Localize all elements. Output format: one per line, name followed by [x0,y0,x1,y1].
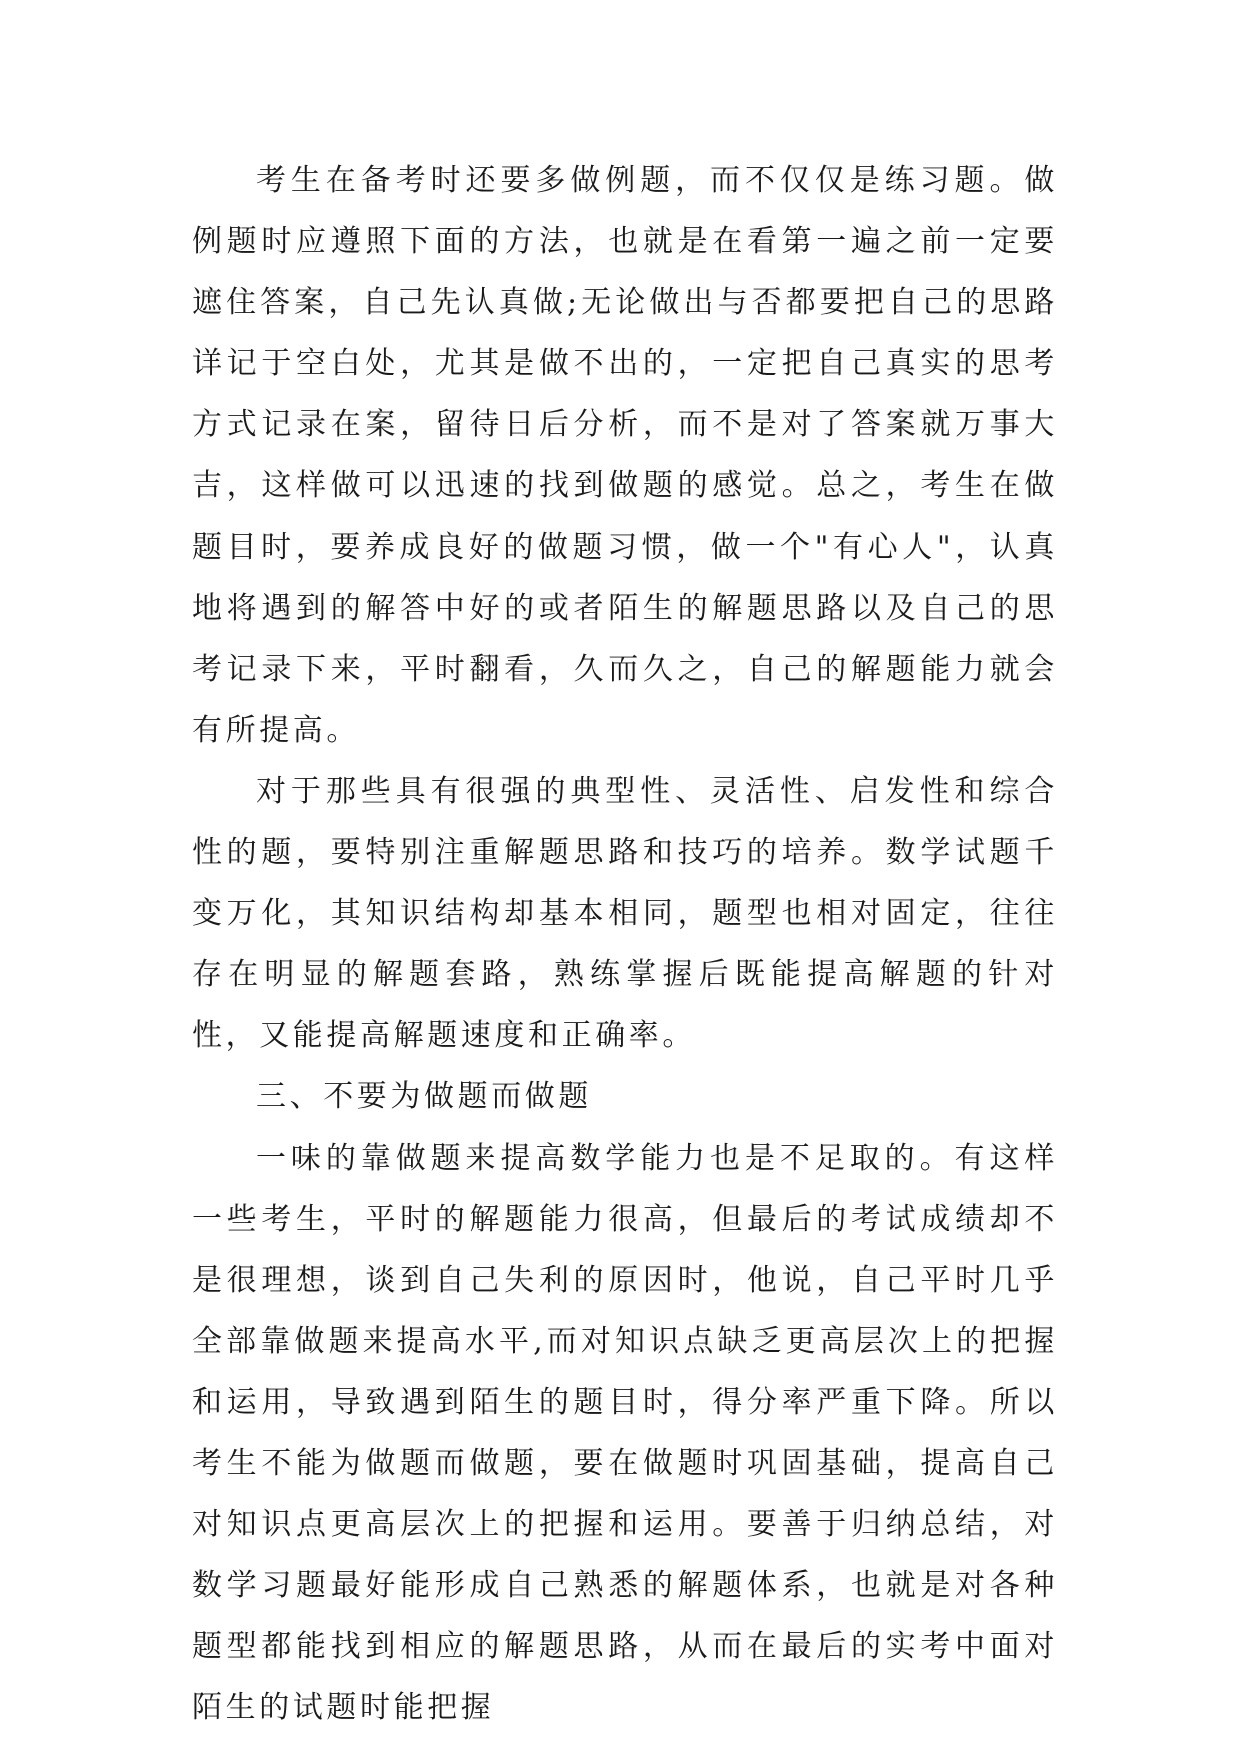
document-body [192,150,1058,1738]
section-heading: 三、不要为做题而做题 [256,1079,592,1115]
paragraph-example-problems: 考生在备考时还要多做例题，而不仅仅是练习题。做例题时应遵照下面的方法，也就是在看第一遍之前一定要遮住答案，自己先认真做;无论做出与否都要把自己的思路详记于空白处，尤其是做不出的，一定把自己真实的思考方式记录在案，留待日后分析，而不是对了答案就万事大吉，这样做可以迅速的找到做题的感觉。总之，考生在做题目时，要养成良好的做题习惯，做一个"有心人"，认真地将遇到的解答中好的或者陌生的解题思路以及自己的思考记录下来，平时翻看，久而久之，自己的解题能力就会有所提高。 [192,163,1058,748]
paragraph-typical-problems: 对于那些具有很强的典型性、灵活性、启发性和综合性的题，要特别注重解题思路和技巧的培养。数学试题千变万化，其知识结构却基本相同，题型也相对固定，往往存在明显的解题套路，熟练掌握后既能提高解题的针对性，又能提高解题速度和正确率。 [192,773,1058,1054]
paragraph-not-for-sake: 一味的靠做题来提高数学能力也是不足取的。有这样一些考生，平时的解题能力很高，但最后的考试成绩却不是很理想，谈到自己失利的原因时，他说，自己平时几乎全部靠做题来提高水平,而对知识点缺乏更高层次上的把握和运用，导致遇到陌生的题目时，得分率严重下降。所以考生不能为做题而做题，要在做题时巩固基础，提高自己对知识点更高层次上的把握和运用。要善于归纳总结，对数学习题最好能形成自己熟悉的解题体系，也就是对各种题型都能找到相应的解题思路，从而在最后的实考中面对陌生的试题时能把握 [192,1140,1058,1726]
